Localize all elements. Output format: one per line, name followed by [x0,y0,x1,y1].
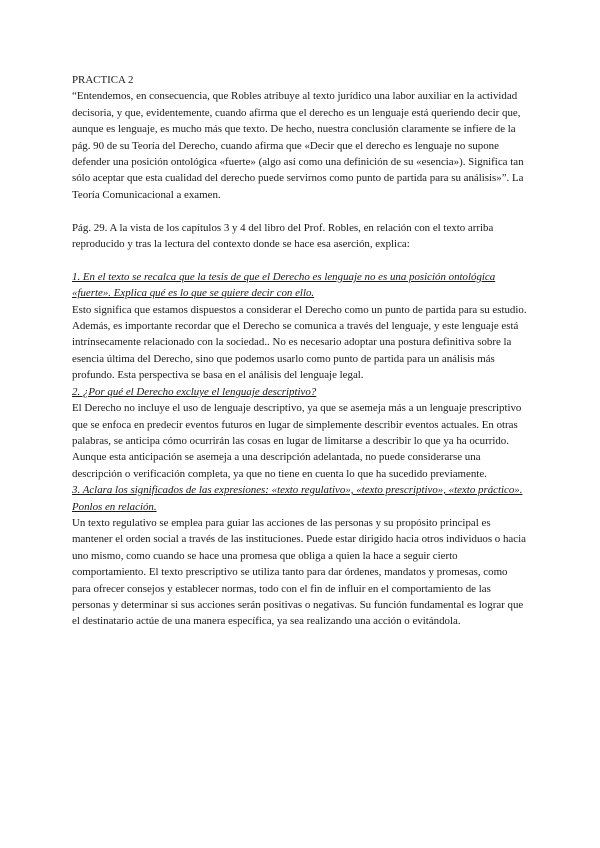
question-heading-2: 2. ¿Por qué el Derecho excluye el lenguaje descriptivo? [72,385,317,398]
answer-paragraph-1: Esto significa que estamos dispuestos a considerar el Derecho como un punto de partida para su estudio. Además, es importante recordar que el Derecho se comunica a través del lenguaje, y este lenguaje está intrínsecamente relacionado con la sociedad.. No es necesario adoptar una postura definitiva sobre la esencia última del Derecho, sino que podemos usarlo como punto de partida para un análisis más profundo. Esta perspectiva se basa en el análisis del lenguaje legal. [72,303,527,382]
context-paragraph: Pág. 29. A la vista de los capítulos 3 y 4 del libro del Prof. Robles, en relación con el texto arriba reproducido y tras la lectura del contexto donde se hace esa aserción, explica: [72,221,494,251]
answer-paragraph-2: El Derecho no incluye el uso de lenguaje descriptivo, ya que se asemeja más a un lenguaje prescriptivo que se enfoca en predecir eventos futuros en lugar de simplemente describir eventos actuales. En otras palabras, se anticipa cómo ocurrirán las cosas en lugar de limitarse a describir lo que ya ha ocurrido. Aunque esta anticipación se asemeja a una descripción adelantada, no puede considerarse una descripción o verificación completa, ya que no tiene en cuenta lo que ha sucedido previamente. [72,402,522,480]
intro-quote-paragraph: “Entendemos, en consecuencia, que Robles atribuye al texto jurídico una labor auxiliar en la actividad decisoria, y que, evidentemente, cuando afirma que el derecho es un lenguaje está queriendo decir que, aunque es lenguaje, es mucho más que texto. De hecho, nuestra conclusión claramente se infiere de la pág. 90 de su Teoría del Derecho, cuando afirma que «Decir que el derecho es lenguaje no supone defender una posición ontológica «fuerte» (algo así como una definición de su «esencia»). Significa tan sólo aceptar que esta cualidad del derecho puede servirnos como punto de partida para su análisis»”. La Teoría Comunicacional a examen. [72,90,524,201]
question-heading-3: 3. Aclara los significados de las expresiones: «texto regulativo», «texto prescriptivo», «texto práctico». Ponlos en relación. [72,484,523,513]
paragraph-spacer [72,203,528,219]
question-heading-1: 1. En el texto se recalca que la tesis de que el Derecho es lenguaje no es una posición ontológica «fuerte». Explica qué es lo que se quiere decir con ello. [72,270,496,300]
page-title: PRACTICA 2 [72,74,134,86]
document-page [72,72,528,630]
paragraph-spacer [72,252,528,268]
answer-paragraph-3: Un texto regulativo se emplea para guiar las acciones de las personas y su propósito principal es mantener el orden social a través de las instituciones. Puede estar dirigido hacia otros individuos o hacia uno mismo, como cuando se hace una promesa que obliga a quien la hace a seguir cierto comportamiento. El texto prescriptivo se utiliza tanto para dar órdenes, mandatos y promesas, como para ofrecer consejos y establecer normas, todo con el fin de influir en el comportamiento de las personas y determinar si sus acciones serán positivas o negativas. Su función fundamental es lograr que el destinatario actúe de una manera específica, ya sea realizando una acción o evitándola. [72,516,526,628]
